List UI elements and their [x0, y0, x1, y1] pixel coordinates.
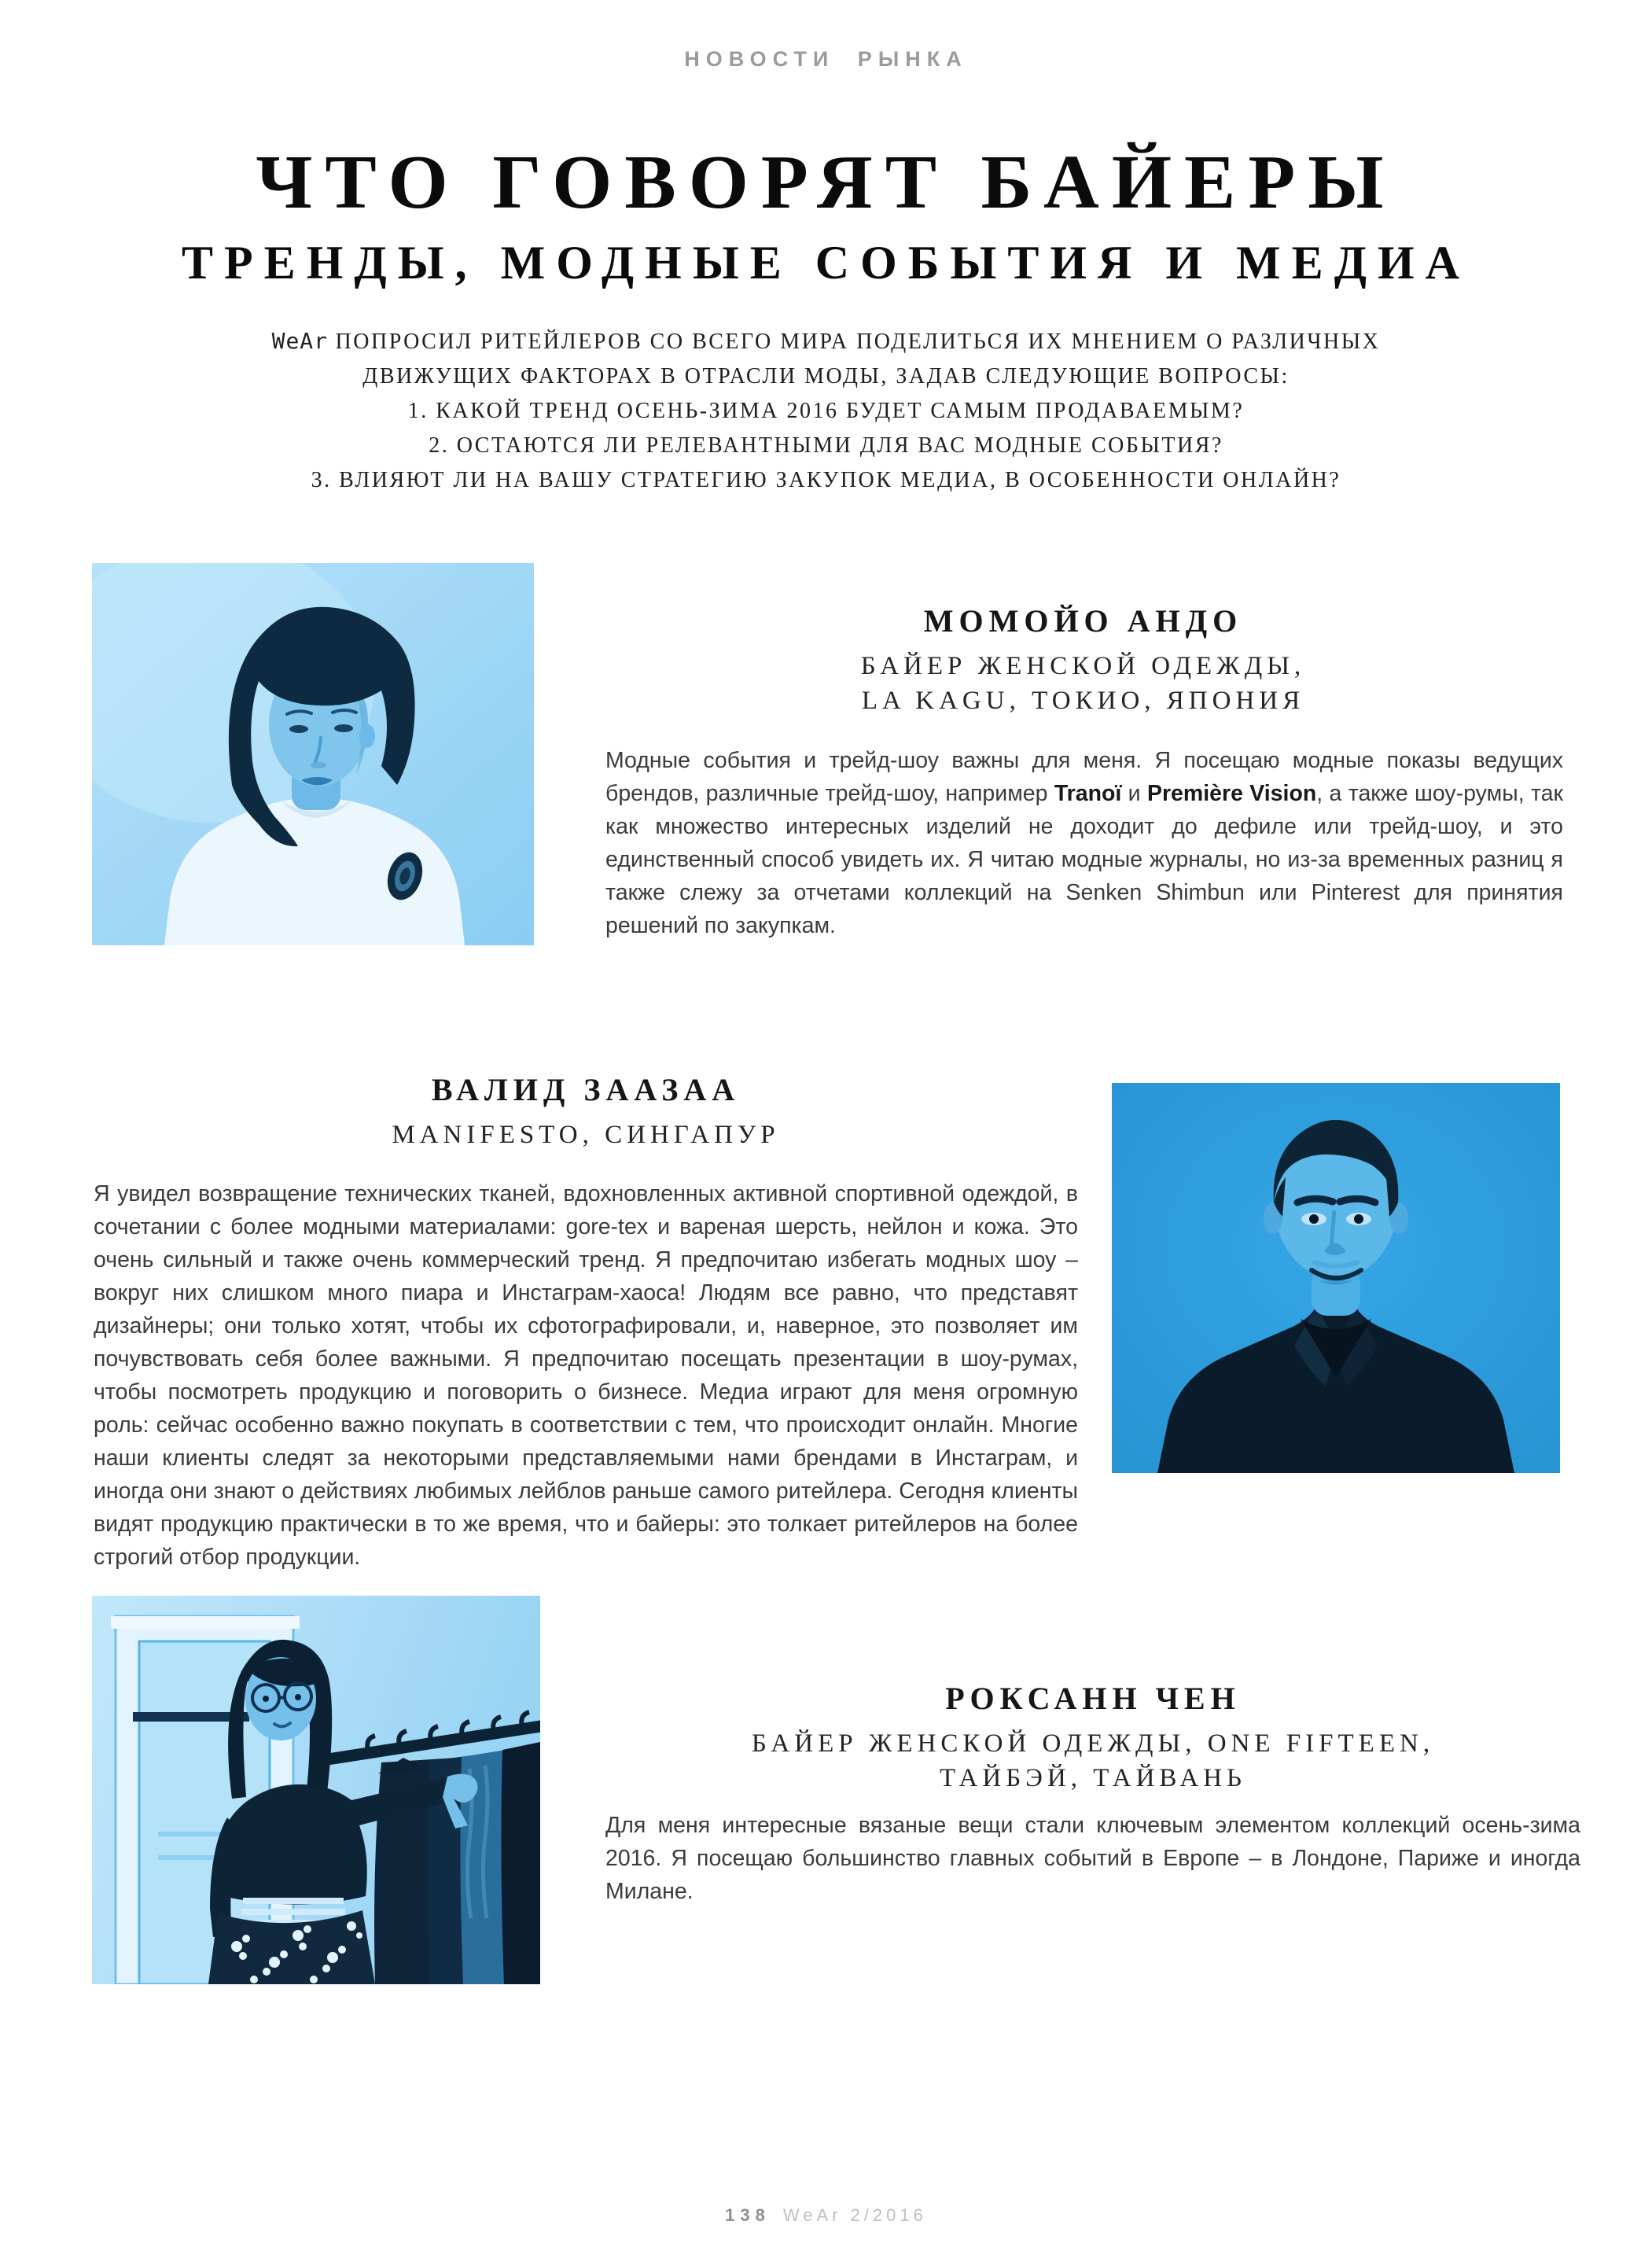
- profile-header-momoyo-ando: [605, 602, 1561, 718]
- profile-role: MANIFESTO, СИНГАПУР: [392, 1121, 780, 1149]
- profile-quote-roxanne-chen: Для меня интересные вязаные вещи стали ключевым элементом коллекций осень-зима 2016. Я посещаю большинство главных событий в Европе – в Лондоне, Париже и иногда Милане.: [605, 1813, 1580, 1904]
- duotone-portrait-man-buzzcut: [1112, 1083, 1560, 1473]
- profile-name: МОМОЙО АНДО: [923, 603, 1243, 639]
- page-footer: [0, 2205, 1652, 2226]
- profile-quote-walid-zaazaa: Я увидел возвращение технических тканей, вдохновленных активной спортивной одеждой, в сочетании с более модными материалами: gore-tex и вареная шерсть, нейлон и кожа. Это очень сильный и также очень коммерческий тренд. Я предпочитаю избегать модных шоу – вокруг них слишком много пиара и Инстаграм-хаоса! Людям все равно, что представят дизайнеры; они только хотят, чтобы их сфотографировали, и, наверное, это позволяет им почувствовать себя более важными. Я предпочитаю посещать презентации в шоу-румах, чтобы посмотреть продукцию и поговорить о бизнесе. Медиа играют для меня огромную роль: сейчас особенно важно покупать в соответствии с тем, что происходит онлайн. Многие наши клиенты следят за некоторыми представляемыми нами брендами в Инстаграм, и иногда они знают о действиях любимых лейблов раньше самого ритейлера. Сегодня клиенты видят продукцию практически в то же время, что и байеры: это толкает ритейлеров на более строгий отбор продукции.: [94, 1181, 1078, 1570]
- article-title: ЧТО ГОВОРЯТ БАЙЕРЫ: [256, 140, 1396, 225]
- intro-questions: WeAr ПОПРОСИЛ РИТЕЙЛЕРОВ СО ВСЕГО МИРА ПОДЕЛИТЬСЯ ИХ МНЕНИЕМ О РАЗЛИЧНЫХ ДВИЖУЩИХ ФАКТОРАХ В ОТРАСЛИ МОДЫ, ЗАДАВ СЛЕДУЮЩИЕ ВОПРОСЫ: 1. КАКОЙ ТРЕНД ОСЕНЬ-ЗИМА 2016 БУДЕТ САМЫМ ПРОДАВАЕМЫМ? 2. ОСТАЮТСЯ ЛИ РЕЛЕВАНТНЫМИ ДЛЯ ВАС МОДНЫЕ СОБЫТИЯ? 3. ВЛИЯЮТ ЛИ НА ВАШУ СТРАТЕГИЮ ЗАКУПОК МЕДИА, В ОСОБЕННОСТИ ОНЛАЙН?: [271, 328, 1381, 492]
- section-kicker: НОВОСТИ РЫНКА: [684, 47, 968, 71]
- page-number: 138: [725, 2205, 771, 2225]
- portrait-photo-roxanne-chen: [92, 1596, 540, 1984]
- portrait-photo-walid-zaazaa: [1112, 1083, 1560, 1473]
- profile-header-roxanne-chen: [605, 1680, 1580, 1795]
- duotone-photo-woman-clothes-rack: [92, 1596, 540, 1984]
- duotone-portrait-woman-bob: [92, 563, 534, 945]
- article-subtitle: ТРЕНДЫ, МОДНЫЕ СОБЫТИЯ И МЕДИА: [182, 237, 1470, 289]
- profile-name: РОКСАНН ЧЕН: [945, 1681, 1241, 1716]
- profile-header-walid-zaazaa: [94, 1071, 1078, 1152]
- issue-label: WeAr 2/2016: [782, 2205, 927, 2225]
- profile-name: ВАЛИД ЗААЗАА: [431, 1072, 741, 1107]
- profile-quote-momoyo-ando: Модные события и трейд-шоу важны для меня. Я посещаю модные показы ведущих брендов, различные трейд-шоу, например Tranoï и Première Vision, а также шоу-румы, так как множество интересных изделий не доходит до дефиле или трейд-шоу, и это единственный способ увидеть их. Я читаю модные журналы, но из-за временных разниц я также слежу за отчетами коллекций на Senken Shimbun или Pinterest для принятия решений по закупкам.: [605, 748, 1563, 938]
- portrait-photo-momoyo-ando: [92, 563, 534, 945]
- profile-role: БАЙЕР ЖЕНСКОЙ ОДЕЖДЫ, LA KAGU, ТОКИО, ЯПОНИЯ: [860, 652, 1306, 715]
- profile-role: БАЙЕР ЖЕНСКОЙ ОДЕЖДЫ, ONE FIFTEEN, ТАЙБЭЙ, ТАЙВАНЬ: [751, 1729, 1435, 1792]
